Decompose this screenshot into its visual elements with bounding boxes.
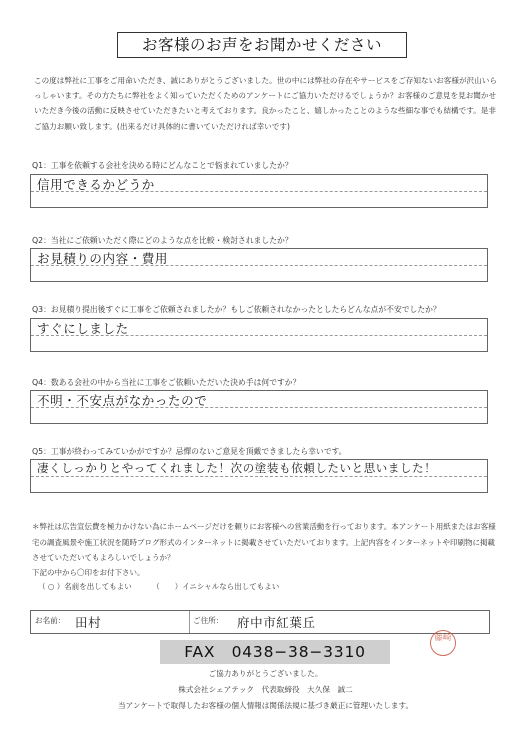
question-5: Q5：工事が終わってみていかがですか？忌憚のないご意見を頂戴できましたら幸いです。 (32, 447, 347, 456)
privacy-text: 当アンケートで取得したお客様の個人情報は関係法規に基づき厳正に管理いたします。 (117, 701, 414, 710)
address-value[interactable]: 府中市紅葉丘 (237, 615, 316, 630)
answer-2: お見積りの内容・費用 (37, 251, 169, 266)
answer-box-4[interactable] (30, 390, 488, 424)
answer-guide-line (31, 476, 487, 477)
thanks-text: ご協力ありがとうございました。 (208, 669, 323, 678)
fax-number: FAX 0438−38−3310 (160, 640, 390, 664)
answer-box-1[interactable] (30, 174, 488, 208)
question-3: Q3：お見積り提出後すぐに工事をご依頼されましたか？もしご依頼されなかったとしたらどんな点が不安でしたか？ (32, 305, 441, 314)
answer-4: 不明・不安点がなかったので (37, 393, 208, 408)
question-4: Q4：数ある会社の中から当社に工事をご依頼いただいた決め手は何ですか？ (32, 378, 301, 387)
question-1: Q1：工事を依頼する会社を決める時にどんなことで悩まれていましたか？ (32, 161, 293, 170)
question-2: Q2：当社にご依頼いただく際にどのような点を比較・検討されましたか？ (32, 236, 293, 245)
seal-stamp: 藤崎 (430, 630, 456, 656)
answer-box-2[interactable] (30, 248, 488, 282)
consent-options (38, 581, 297, 592)
name-label: お名前： (35, 616, 66, 625)
info-divider (189, 611, 190, 633)
publication-note: ＊弊社は広告宣伝費を極力かけない為にホームページだけを頼りにお客様への営業活動を行っております。本アンケート用紙またはお客様宅の調査風景や施工状況を随時ブログ形式のインターネットに掲載させていただいております。上記内容をインターネットや印刷物に掲載させていただいてもよろしいでしょうか？ (32, 522, 496, 562)
customer-info-row (30, 610, 490, 634)
answer-5: 凄くしっかりとやってくれました！次の塗装も依頼したいと思いました！ (37, 461, 437, 475)
address-label: ご住所： (193, 616, 224, 625)
answer-box-3[interactable] (30, 318, 488, 352)
intro-text: この度は弊社に工事をご用命いただき、誠にありがとうございました。世の中には弊社の存在やサービスをご存知ないお客様が沢山いらっしゃいます。その方たちに弊社をよく知っていただくためのアンケートにご協力いただけるでしょうか？お客様のご意見を見お聞かせいただき今後の活動に反映させていただきたいと考えております。良かったこと、嬉しかったことのような些細な事でも結構です。是非ご協力お願い致します。(出来るだけ具体的に書いていただければ幸いです) (34, 76, 497, 131)
option-name-ok[interactable]: （ ○ ）名前を出してもよい (38, 582, 132, 591)
answer-1: 信用できるかどうか (37, 177, 155, 192)
instruction-text: 下記の中から〇印をお付下さい。 (32, 568, 145, 577)
answer-3: すぐにしました (37, 321, 129, 336)
option-initials-ok[interactable]: （ ）イニシャルなら出してもよい (152, 582, 280, 591)
answer-box-5[interactable] (30, 459, 488, 493)
page-title: お客様のお声をお聞かせください (117, 32, 407, 58)
company-text: 株式会社シェアテック 代表取締役 大久保 誠二 (178, 685, 353, 694)
name-value[interactable]: 田村 (75, 615, 102, 630)
